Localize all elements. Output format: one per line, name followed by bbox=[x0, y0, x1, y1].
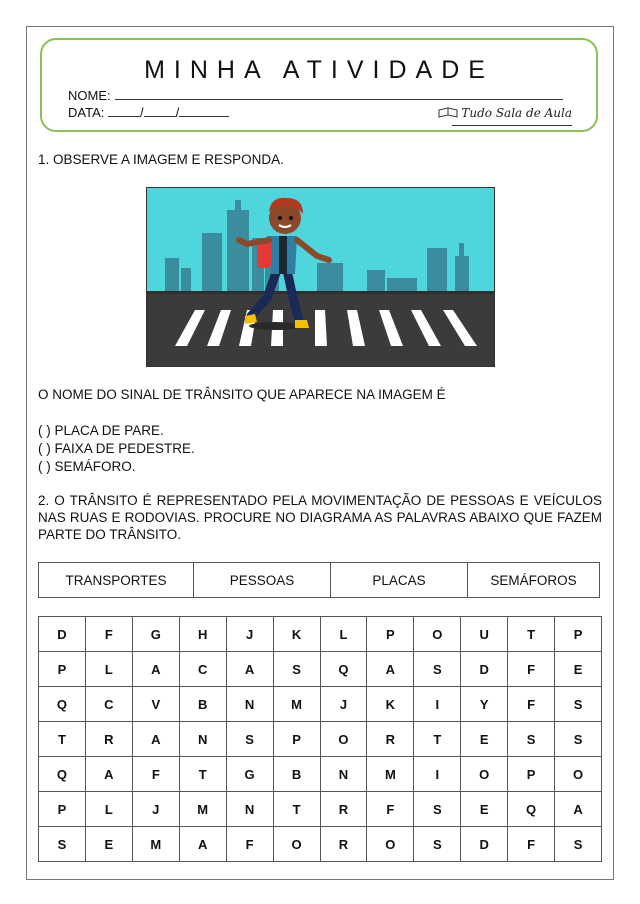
word-box: PLACAS bbox=[331, 563, 468, 597]
grid-cell[interactable]: A bbox=[227, 652, 274, 687]
grid-cell[interactable]: F bbox=[367, 792, 414, 827]
words-table bbox=[38, 562, 600, 598]
grid-cell[interactable]: F bbox=[508, 687, 555, 722]
grid-cell[interactable]: S bbox=[414, 792, 461, 827]
grid-cell[interactable]: A bbox=[367, 652, 414, 687]
grid-cell[interactable]: A bbox=[86, 757, 133, 792]
grid-cell[interactable]: F bbox=[133, 757, 180, 792]
grid-cell[interactable]: O bbox=[274, 827, 321, 862]
grid-cell[interactable]: N bbox=[227, 687, 274, 722]
word-box: TRANSPORTES bbox=[39, 563, 194, 597]
grid-cell[interactable]: S bbox=[274, 652, 321, 687]
grid-cell[interactable]: P bbox=[39, 652, 86, 687]
date-year-blank[interactable] bbox=[179, 104, 229, 117]
grid-cell[interactable]: M bbox=[274, 687, 321, 722]
grid-cell[interactable]: Q bbox=[508, 792, 555, 827]
grid-cell[interactable]: Q bbox=[321, 652, 368, 687]
date-day-blank[interactable] bbox=[108, 104, 140, 117]
name-line[interactable] bbox=[115, 87, 563, 100]
grid-cell[interactable]: D bbox=[461, 652, 508, 687]
crosswalk-scene-svg bbox=[147, 188, 494, 366]
grid-cell[interactable]: P bbox=[367, 617, 414, 652]
page-title: MINHA ATIVIDADE bbox=[144, 56, 494, 84]
grid-cell[interactable]: E bbox=[461, 722, 508, 757]
grid-cell[interactable]: K bbox=[274, 617, 321, 652]
grid-cell[interactable]: S bbox=[555, 687, 602, 722]
brand-underline bbox=[452, 125, 572, 126]
grid-cell[interactable]: F bbox=[86, 617, 133, 652]
grid-cell[interactable]: S bbox=[414, 827, 461, 862]
grid-cell[interactable]: V bbox=[133, 687, 180, 722]
grid-cell[interactable]: P bbox=[555, 617, 602, 652]
grid-cell[interactable]: F bbox=[508, 652, 555, 687]
grid-cell[interactable]: K bbox=[367, 687, 414, 722]
grid-cell[interactable]: Q bbox=[39, 757, 86, 792]
grid-cell[interactable]: T bbox=[414, 722, 461, 757]
grid-cell[interactable]: A bbox=[133, 722, 180, 757]
grid-cell[interactable]: D bbox=[39, 617, 86, 652]
grid-cell[interactable]: J bbox=[227, 617, 274, 652]
grid-cell[interactable]: T bbox=[39, 722, 86, 757]
grid-cell[interactable]: L bbox=[86, 792, 133, 827]
word-box: PESSOAS bbox=[194, 563, 331, 597]
word-box: SEMÁFOROS bbox=[490, 572, 577, 588]
grid-cell[interactable]: P bbox=[39, 792, 86, 827]
grid-cell[interactable]: A bbox=[555, 792, 602, 827]
question1-statement: O NOME DO SINAL DE TRÂNSITO QUE APARECE NA IMAGEM É bbox=[38, 387, 446, 402]
name-field[interactable] bbox=[68, 87, 563, 103]
grid-cell[interactable]: R bbox=[321, 792, 368, 827]
grid-cell[interactable]: I bbox=[414, 757, 461, 792]
grid-cell[interactable]: E bbox=[86, 827, 133, 862]
date-month-blank[interactable] bbox=[144, 104, 176, 117]
grid-cell[interactable]: B bbox=[274, 757, 321, 792]
word-search-grid bbox=[38, 616, 602, 862]
grid-cell[interactable]: N bbox=[321, 757, 368, 792]
option-placa-de-pare[interactable]: ( ) PLACA DE PARE. bbox=[38, 423, 164, 438]
question2-prompt: 2. O TRÂNSITO É REPRESENTADO PELA MOVIMENTAÇÃO DE PESSOAS E VEÍCULOS NAS RUAS E RODOVIAS. PROCURE NO DIAGRAMA AS PALAVRAS ABAIXO QUE FAZEM PARTE DO TRÂNSITO. bbox=[38, 493, 602, 542]
grid-cell[interactable]: J bbox=[133, 792, 180, 827]
grid-cell[interactable]: T bbox=[180, 757, 227, 792]
grid-cell[interactable]: A bbox=[133, 652, 180, 687]
grid-cell[interactable]: E bbox=[555, 652, 602, 687]
date-field[interactable] bbox=[68, 104, 229, 120]
option-faixa-de-pedestre[interactable]: ( ) FAIXA DE PEDESTRE. bbox=[38, 441, 195, 456]
date-label: DATA: bbox=[68, 105, 105, 120]
grid-cell[interactable]: N bbox=[180, 722, 227, 757]
grid-cell[interactable]: S bbox=[555, 722, 602, 757]
grid-cell[interactable]: R bbox=[321, 827, 368, 862]
grid-cell[interactable]: T bbox=[274, 792, 321, 827]
grid-cell[interactable]: S bbox=[414, 652, 461, 687]
grid-cell[interactable]: O bbox=[555, 757, 602, 792]
grid-cell[interactable]: L bbox=[321, 617, 368, 652]
grid-cell[interactable]: N bbox=[227, 792, 274, 827]
grid-cell[interactable]: L bbox=[86, 652, 133, 687]
date-separator: / bbox=[175, 105, 180, 120]
grid-cell[interactable]: C bbox=[86, 687, 133, 722]
grid-cell[interactable]: U bbox=[461, 617, 508, 652]
grid-cell[interactable]: A bbox=[180, 827, 227, 862]
grid-cell[interactable]: O bbox=[367, 827, 414, 862]
grid-cell[interactable]: P bbox=[508, 757, 555, 792]
grid-cell[interactable]: H bbox=[180, 617, 227, 652]
name-label: NOME: bbox=[68, 88, 111, 103]
grid-cell[interactable]: S bbox=[39, 827, 86, 862]
grid-cell[interactable]: G bbox=[227, 757, 274, 792]
grid-cell[interactable]: O bbox=[461, 757, 508, 792]
grid-cell[interactable]: B bbox=[180, 687, 227, 722]
grid-cell[interactable]: E bbox=[461, 792, 508, 827]
grid-cell[interactable]: S bbox=[555, 827, 602, 862]
crosswalk-illustration bbox=[146, 187, 495, 367]
grid-cell[interactable]: P bbox=[274, 722, 321, 757]
book-icon bbox=[438, 107, 458, 119]
grid-cell[interactable]: R bbox=[367, 722, 414, 757]
grid-cell[interactable]: O bbox=[414, 617, 461, 652]
brand-logo bbox=[438, 106, 572, 120]
grid-cell[interactable]: G bbox=[133, 617, 180, 652]
question1-prompt: 1. OBSERVE A IMAGEM E RESPONDA. bbox=[38, 152, 284, 167]
brand-text: Tudo Sala de Aula bbox=[461, 106, 572, 120]
grid-cell[interactable]: M bbox=[180, 792, 227, 827]
grid-cell[interactable]: F bbox=[227, 827, 274, 862]
grid-cell[interactable]: S bbox=[227, 722, 274, 757]
grid-cell[interactable]: D bbox=[461, 827, 508, 862]
grid-cell[interactable]: R bbox=[86, 722, 133, 757]
option-semaforo[interactable]: ( ) SEMÁFORO. bbox=[38, 459, 136, 474]
grid-cell[interactable]: C bbox=[180, 652, 227, 687]
grid-cell[interactable]: S bbox=[508, 722, 555, 757]
grid-cell[interactable]: M bbox=[367, 757, 414, 792]
grid-cell[interactable]: I bbox=[414, 687, 461, 722]
header-box bbox=[40, 38, 598, 132]
date-separator: / bbox=[139, 105, 144, 120]
grid-cell[interactable]: M bbox=[133, 827, 180, 862]
grid-cell[interactable]: T bbox=[508, 617, 555, 652]
grid-cell[interactable]: O bbox=[321, 722, 368, 757]
grid-cell[interactable]: J bbox=[321, 687, 368, 722]
grid-cell[interactable]: F bbox=[508, 827, 555, 862]
grid-cell[interactable]: Y bbox=[461, 687, 508, 722]
grid-cell[interactable]: Q bbox=[39, 687, 86, 722]
